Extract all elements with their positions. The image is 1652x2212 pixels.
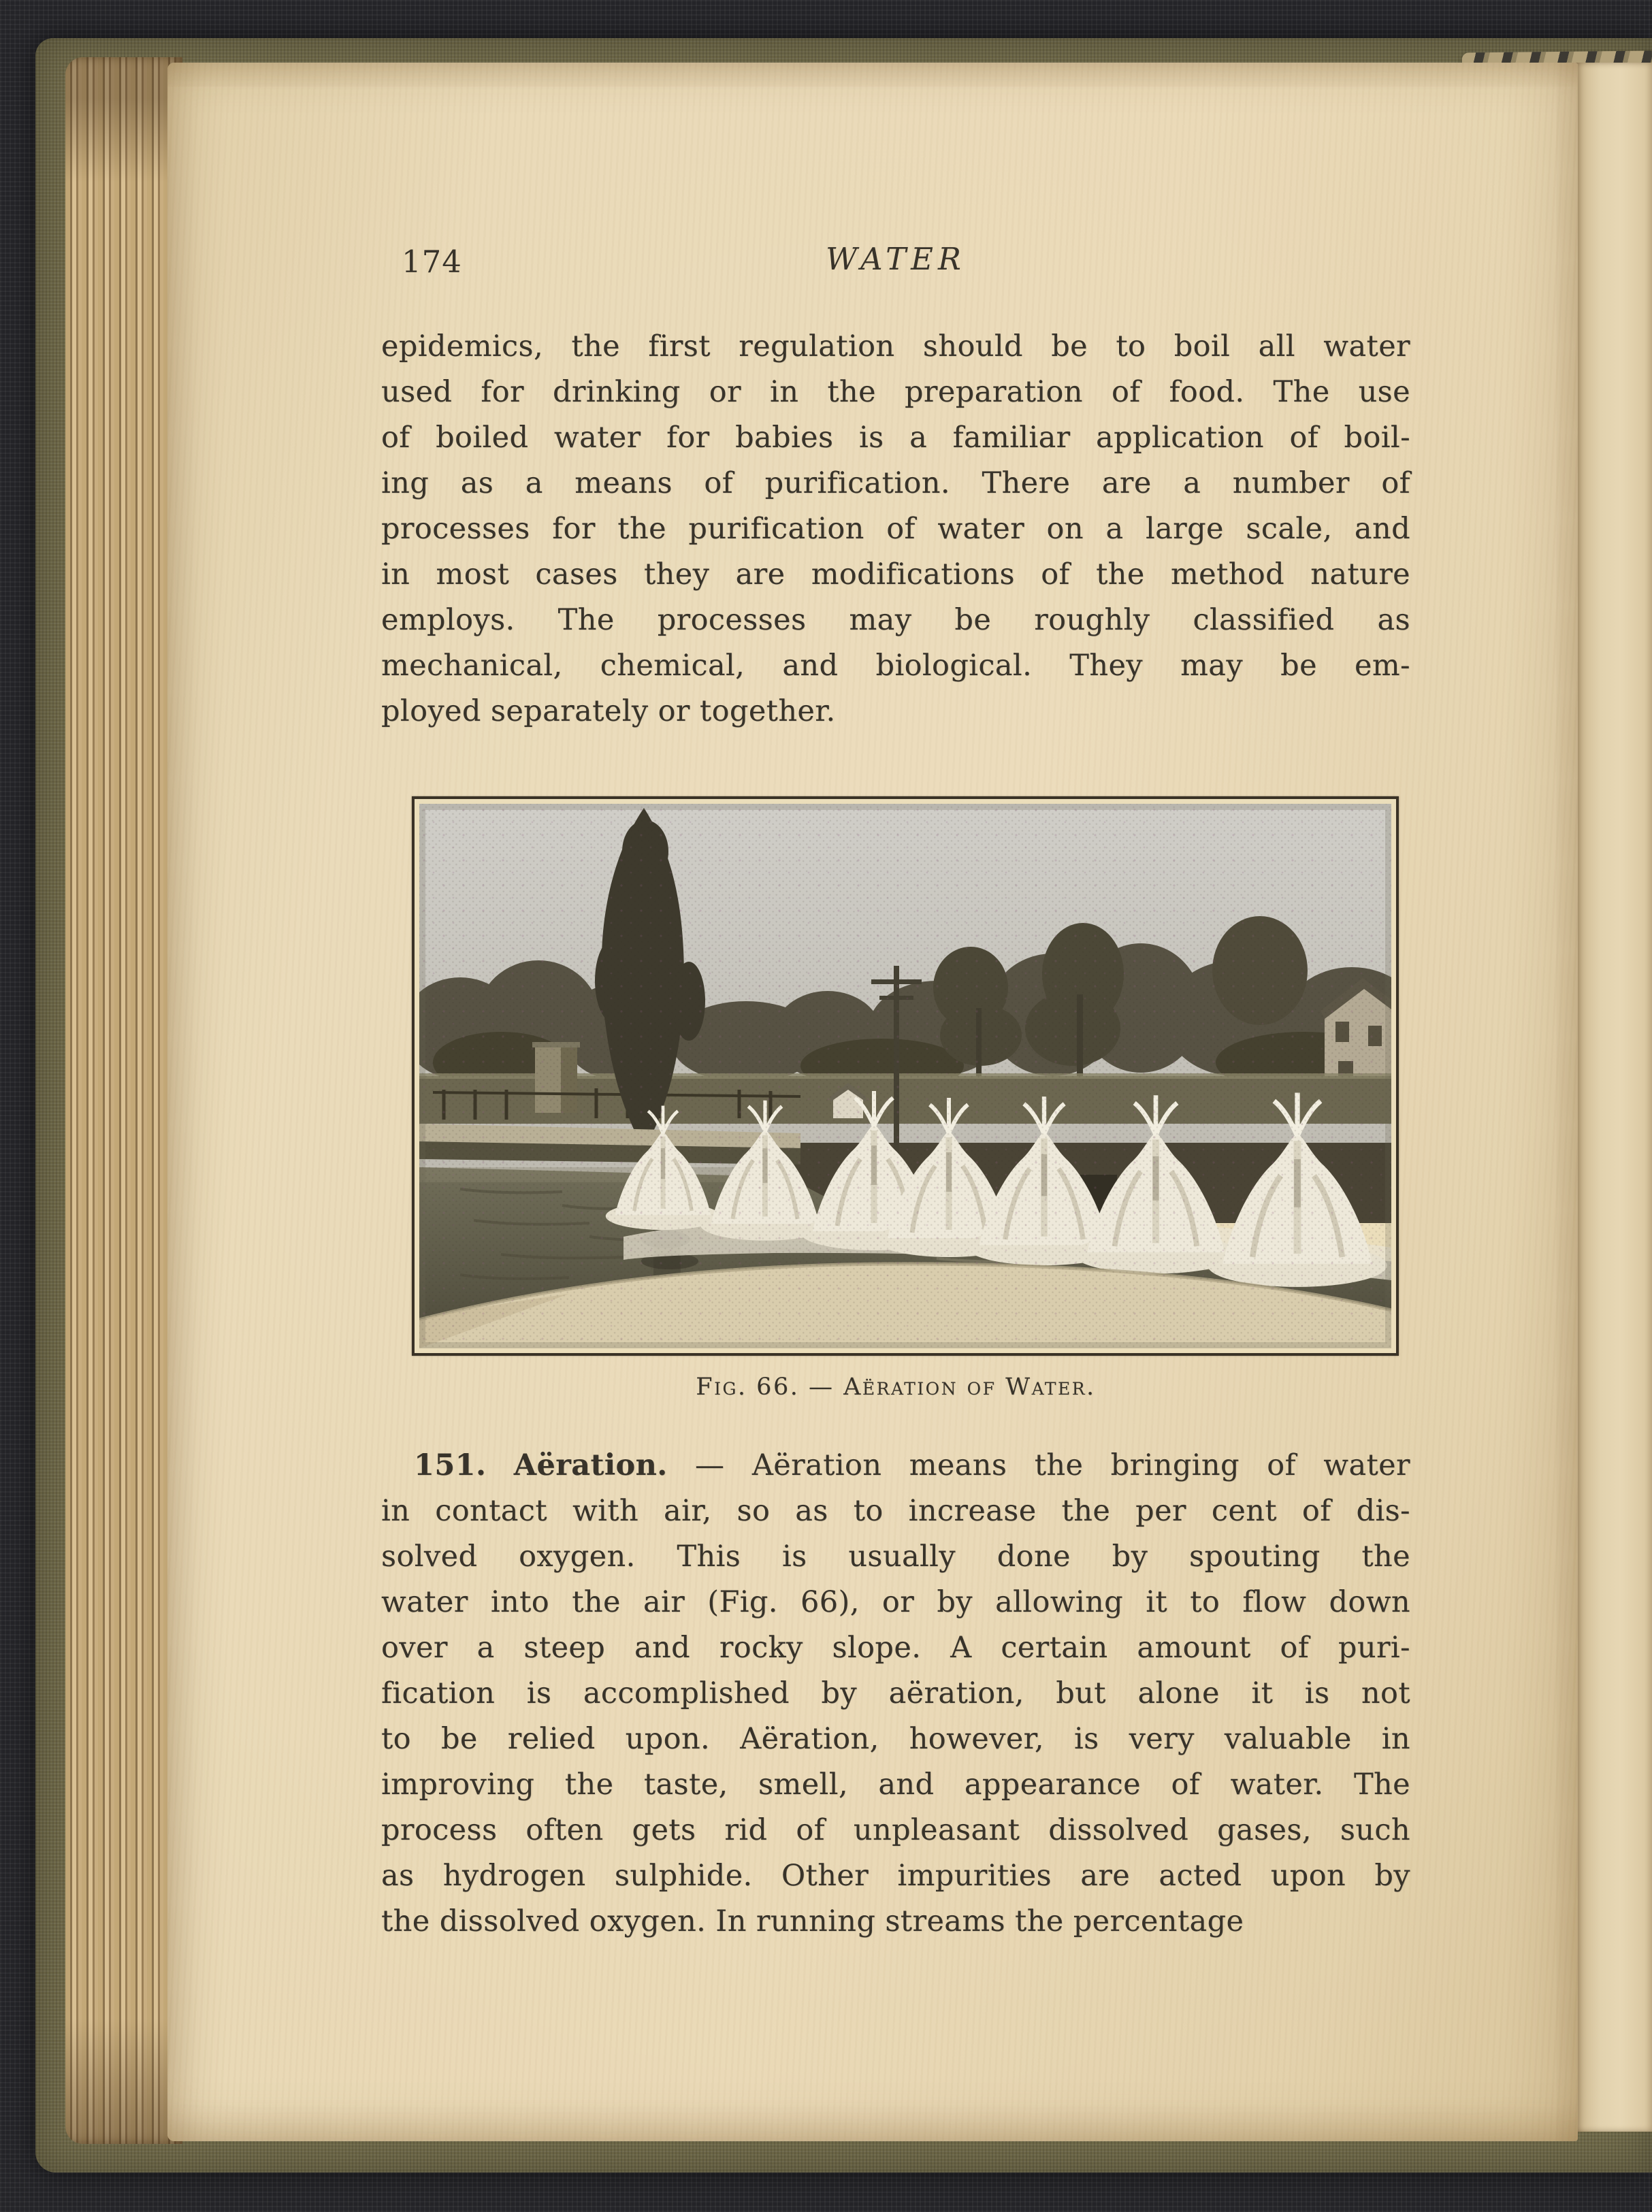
running-head: WATER (826, 241, 966, 277)
section-separator: — (667, 1448, 752, 1482)
text-line: used for drinking or in the preparation of food. The use (381, 375, 1410, 409)
aeration-photo (419, 804, 1391, 1348)
page-number: 174 (402, 244, 462, 280)
text-line: of boiled water for babies is a familiar application of boil- (381, 421, 1410, 455)
figure-caption (381, 1373, 1410, 1401)
text-line: ing as a means of purification. There are a number of (381, 466, 1410, 500)
figure-66 (412, 796, 1399, 1356)
text-line: as hydrogen sulphide. Other impurities are acted upon by (381, 1859, 1410, 1893)
text-line: ployed separately or together. (381, 694, 836, 728)
paragraph-aeration (381, 1443, 1410, 1945)
section-first-line (381, 1443, 1410, 1489)
text-line: process often gets rid of unpleasant dissolved gases, such (381, 1813, 1410, 1847)
text-line: to be relied upon. Aëration, however, is very valuable in (381, 1722, 1410, 1756)
text-line: processes for the purification of water on a large scale, and (381, 512, 1410, 546)
section-title: Aëration. (513, 1448, 668, 1482)
text-line: mechanical, chemical, and biological. They may be em- (381, 649, 1410, 683)
text-line: in most cases they are modifications of the method nature (381, 557, 1410, 591)
text-line: over a steep and rocky slope. A certain amount of puri- (381, 1631, 1410, 1665)
text-line: epidemics, the first regulation should be to boil all water (381, 329, 1410, 363)
text-line: fication is accomplished by aëration, but alone it is not (381, 1676, 1410, 1710)
book-page (167, 63, 1578, 2141)
gutter-page-curl (1574, 63, 1652, 2132)
page-edge-stack (65, 57, 182, 2144)
text-line: the dissolved oxygen. In running streams the percentage (381, 1904, 1244, 1938)
text-line: water into the air (Fig. 66), or by allowing it to flow down (381, 1585, 1410, 1619)
text-line: employs. The processes may be roughly classified as (381, 603, 1410, 637)
section-lead: Aëration means the bringing of water (751, 1448, 1410, 1482)
figure-caption-text: Fig. 66. — Aëration of Water. (696, 1373, 1096, 1401)
section-number: 151. (414, 1448, 487, 1482)
text-line: solved oxygen. This is usually done by spouting the (381, 1540, 1410, 1574)
text-line: in contact with air, so as to increase the per cent of dis- (381, 1494, 1410, 1528)
text-line: improving the taste, smell, and appearance of water. The (381, 1768, 1410, 1802)
paragraph-purification (381, 324, 1410, 734)
